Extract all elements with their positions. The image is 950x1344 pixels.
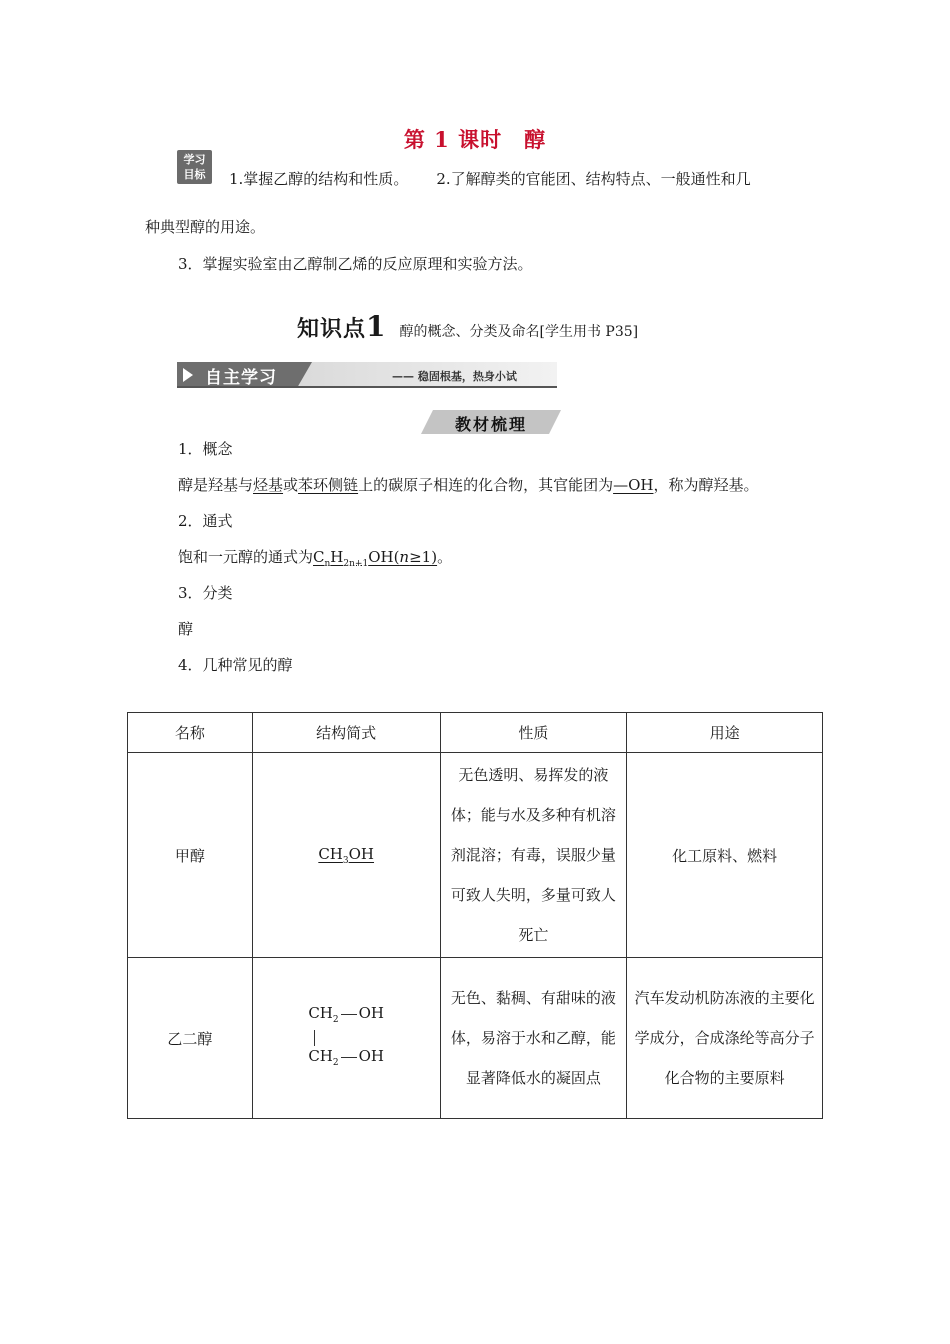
subheading-text: 教材梳理 bbox=[454, 415, 527, 434]
goal-item-1: 1.掌握乙醇的结构和性质。 bbox=[229, 170, 409, 188]
goal-item-2: 2.了解醇类的官能团、结构特点、一般通性和几 bbox=[436, 170, 751, 188]
common-alcohols-table bbox=[127, 712, 823, 1119]
cell-name: 乙二醇 bbox=[128, 958, 253, 1119]
header-properties: 性质 bbox=[440, 713, 627, 753]
table-header-row bbox=[128, 713, 823, 753]
goal-line-3: 3．掌握实验室由乙醇制乙烯的反应原理和实验方法。 bbox=[178, 255, 533, 273]
knowledge-point-heading bbox=[297, 310, 638, 343]
general-formula: $C_nH_{2n+1}OH(n\ge 1)$ bbox=[313, 548, 438, 569]
header-structure: 结构简式 bbox=[252, 713, 440, 753]
self-study-banner bbox=[177, 362, 557, 388]
page-title bbox=[0, 124, 950, 154]
header-uses: 用途 bbox=[627, 713, 823, 753]
cell-name: 甲醇 bbox=[128, 753, 253, 958]
banner-title: 自主学习 bbox=[205, 368, 277, 388]
cell-structure: $CH_3OH$ bbox=[252, 753, 440, 958]
answer-blank-2: 苯环侧链 bbox=[298, 476, 359, 494]
section-4-heading: 4．几种常见的醇 bbox=[178, 656, 293, 674]
answer-blank-3: —OH bbox=[613, 476, 654, 494]
badge-line-1: 学习 bbox=[183, 153, 206, 166]
cell-structure bbox=[252, 958, 440, 1119]
section-1-heading: 1．概念 bbox=[178, 440, 233, 458]
cell-properties: 无色、黏稠、有甜味的液体，易溶于水和乙醇，能显著降低水的凝固点 bbox=[440, 958, 627, 1119]
lesson-number: 第 1 课时 bbox=[403, 127, 503, 152]
ethylene-glycol-structure: $CH_2$ OH $CH_2$ OH bbox=[308, 1004, 385, 1068]
goal-line-2: 种典型醇的用途。 bbox=[145, 218, 266, 236]
section-2-heading: 2．通式 bbox=[178, 512, 233, 530]
textbook-review-heading bbox=[421, 410, 561, 434]
goal-line-1 bbox=[229, 168, 751, 190]
section-3-text: 醇 bbox=[178, 620, 194, 638]
table-row bbox=[128, 958, 823, 1119]
badge-line-2: 目标 bbox=[183, 168, 206, 181]
table-row bbox=[128, 753, 823, 958]
section-1-text: 醇是羟基与烃基或苯环侧链上的碳原子相连的化合物，其官能团为—OH，称为醇羟基。 bbox=[178, 476, 759, 494]
banner-subtitle: —— 稳固根基，热身小试 bbox=[392, 370, 517, 383]
knowledge-point-label: 知识点 bbox=[297, 317, 367, 342]
learning-goals-badge bbox=[177, 150, 212, 184]
cell-uses: 汽车发动机防冻液的主要化学成分，合成涤纶等高分子化合物的主要原料 bbox=[627, 958, 823, 1119]
knowledge-point-text: 醇的概念、分类及命名[学生用书 P35] bbox=[399, 324, 639, 340]
cell-uses: 化工原料、燃料 bbox=[627, 753, 823, 958]
lesson-topic: 醇 bbox=[524, 127, 547, 152]
knowledge-point-number: 1 bbox=[366, 310, 386, 343]
section-3-heading: 3．分类 bbox=[178, 584, 233, 602]
answer-blank-1: 烃基 bbox=[253, 476, 284, 494]
section-2-text: 饱和一元醇的通式为$C_nH_{2n+1}OH(n\ge 1)$。 bbox=[178, 548, 453, 569]
header-name: 名称 bbox=[128, 713, 253, 753]
cell-properties: 无色透明、易挥发的液体；能与水及多种有机溶剂混溶；有毒，误服少量可致人失明，多量可致人死亡 bbox=[440, 753, 627, 958]
